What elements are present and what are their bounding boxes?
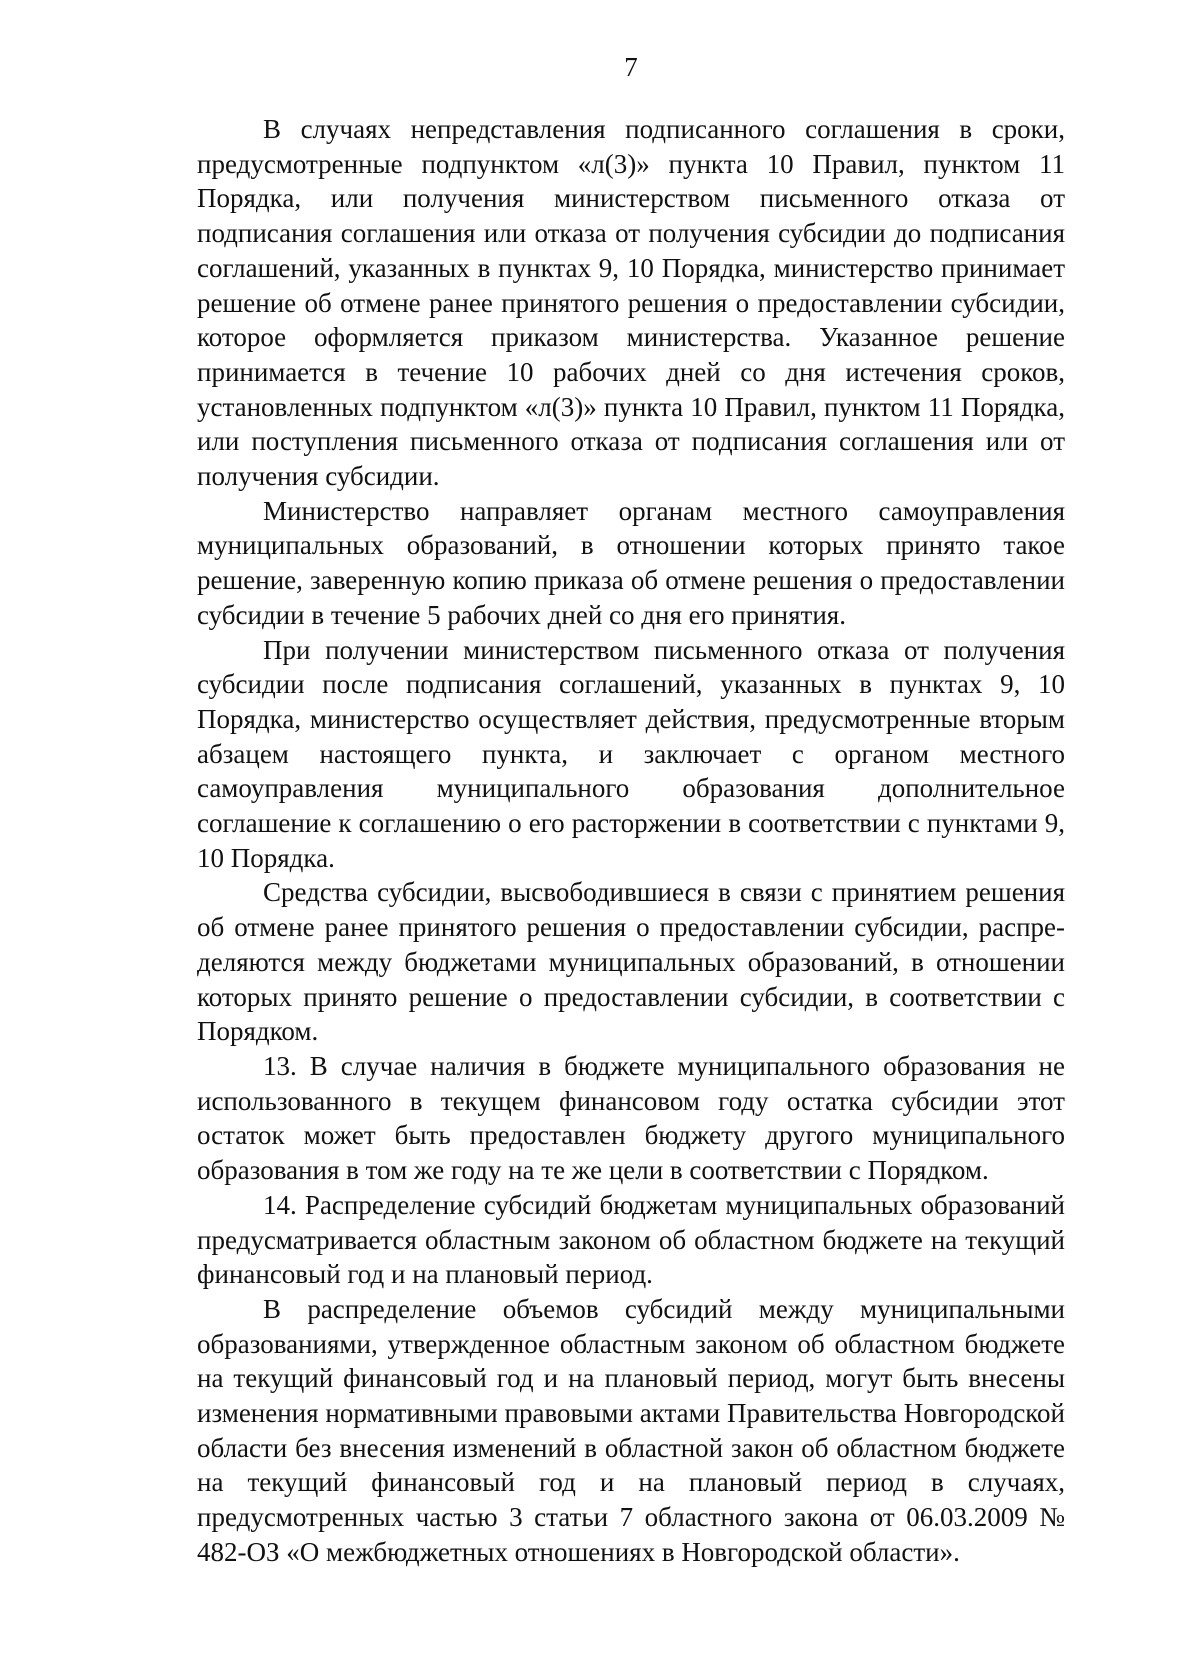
paragraph-item-13: 13. В случае наличия в бюджете муниципального образования не использованного в текущем финансовом году остатка субсидии этот остаток может быть предоставлен бюджету другого муниципального образования в том же году на те же цели в соответствии с Порядком. [197, 1050, 1065, 1186]
document-body [197, 112, 1065, 1570]
page-number: 7 [624, 52, 638, 82]
paragraph-released-funds: Средства субсидии, высвободившиеся в связи с принятием решения об отмене ранее принятого решения о предоставлении субсидии, распре-деляются между бюджетами муниципальных образований, в отношении которых принято решение о предоставлении субсидии, в соответствии с Порядком. [197, 877, 1065, 1047]
paragraph-non-submission: В случаях непредставления подписанного соглашения в сроки, предусмотренные подпунктом «л(3)» пункта 10 Правил, пунктом 11 Порядка, или получения министерством письменного отказа от подписания соглашения или отказа от получения субсидии до подписания соглашений, указанных в пунктах 9, 10 Порядка, министерство принимает решение об отмене ранее принятого решения о предоставлении субсидии, которое оформляется приказом министерства. Указанное решение принимается в течение 10 рабочих дней со дня истечения сроков, установленных подпунктом «л(3)» пункта 10 Правил, пунктом 11 Порядка, или поступления письменного отказа от подписания соглашения или от получения субсидии. [197, 114, 1065, 492]
paragraph-refusal-after-signing: При получении министерством письменного отказа от получения субсидии после подписания соглашений, указанных в пунктах 9, 10 Порядка, министерство осуществляет действия, предусмотренные вторым абзацем настоящего пункта, и заключает с органом местного самоуправления муниципального образования дополнительное соглашение к соглашению о его расторжении в соответствии с пунктами 9, 10 Порядка. [197, 634, 1065, 873]
paragraph-item-14: 14. Распределение субсидий бюджетам муниципальных образований предусматривается областным законом об областном бюджете на текущий финансовый год и на плановый период. [197, 1189, 1065, 1290]
paragraph-ministry-sends-copy: Министерство направляет органам местного самоуправления муниципальных образований, в отношении которых принято такое решение, заверенную копию приказа об отмене решения о предоставлении субсидии в течение 5 рабочих дней со дня его принятия. [197, 495, 1065, 630]
paragraph-distribution-changes: В распределение объемов субсидий между муниципальными образованиями, утвержденное областным законом об областном бюджете на текущий финансовый год и на плановый период, могут быть внесены изменения нормативными правовыми актами Правительства Новгородской области без внесения изменений в областной закон об областном бюджете на текущий финансовый год и на плановый период в случаях, предусмотренных частью 3 статьи 7 областного закона от 06.03.2009 № 482-ОЗ «О межбюджетных отношениях в Новгородской области». [197, 1293, 1065, 1567]
